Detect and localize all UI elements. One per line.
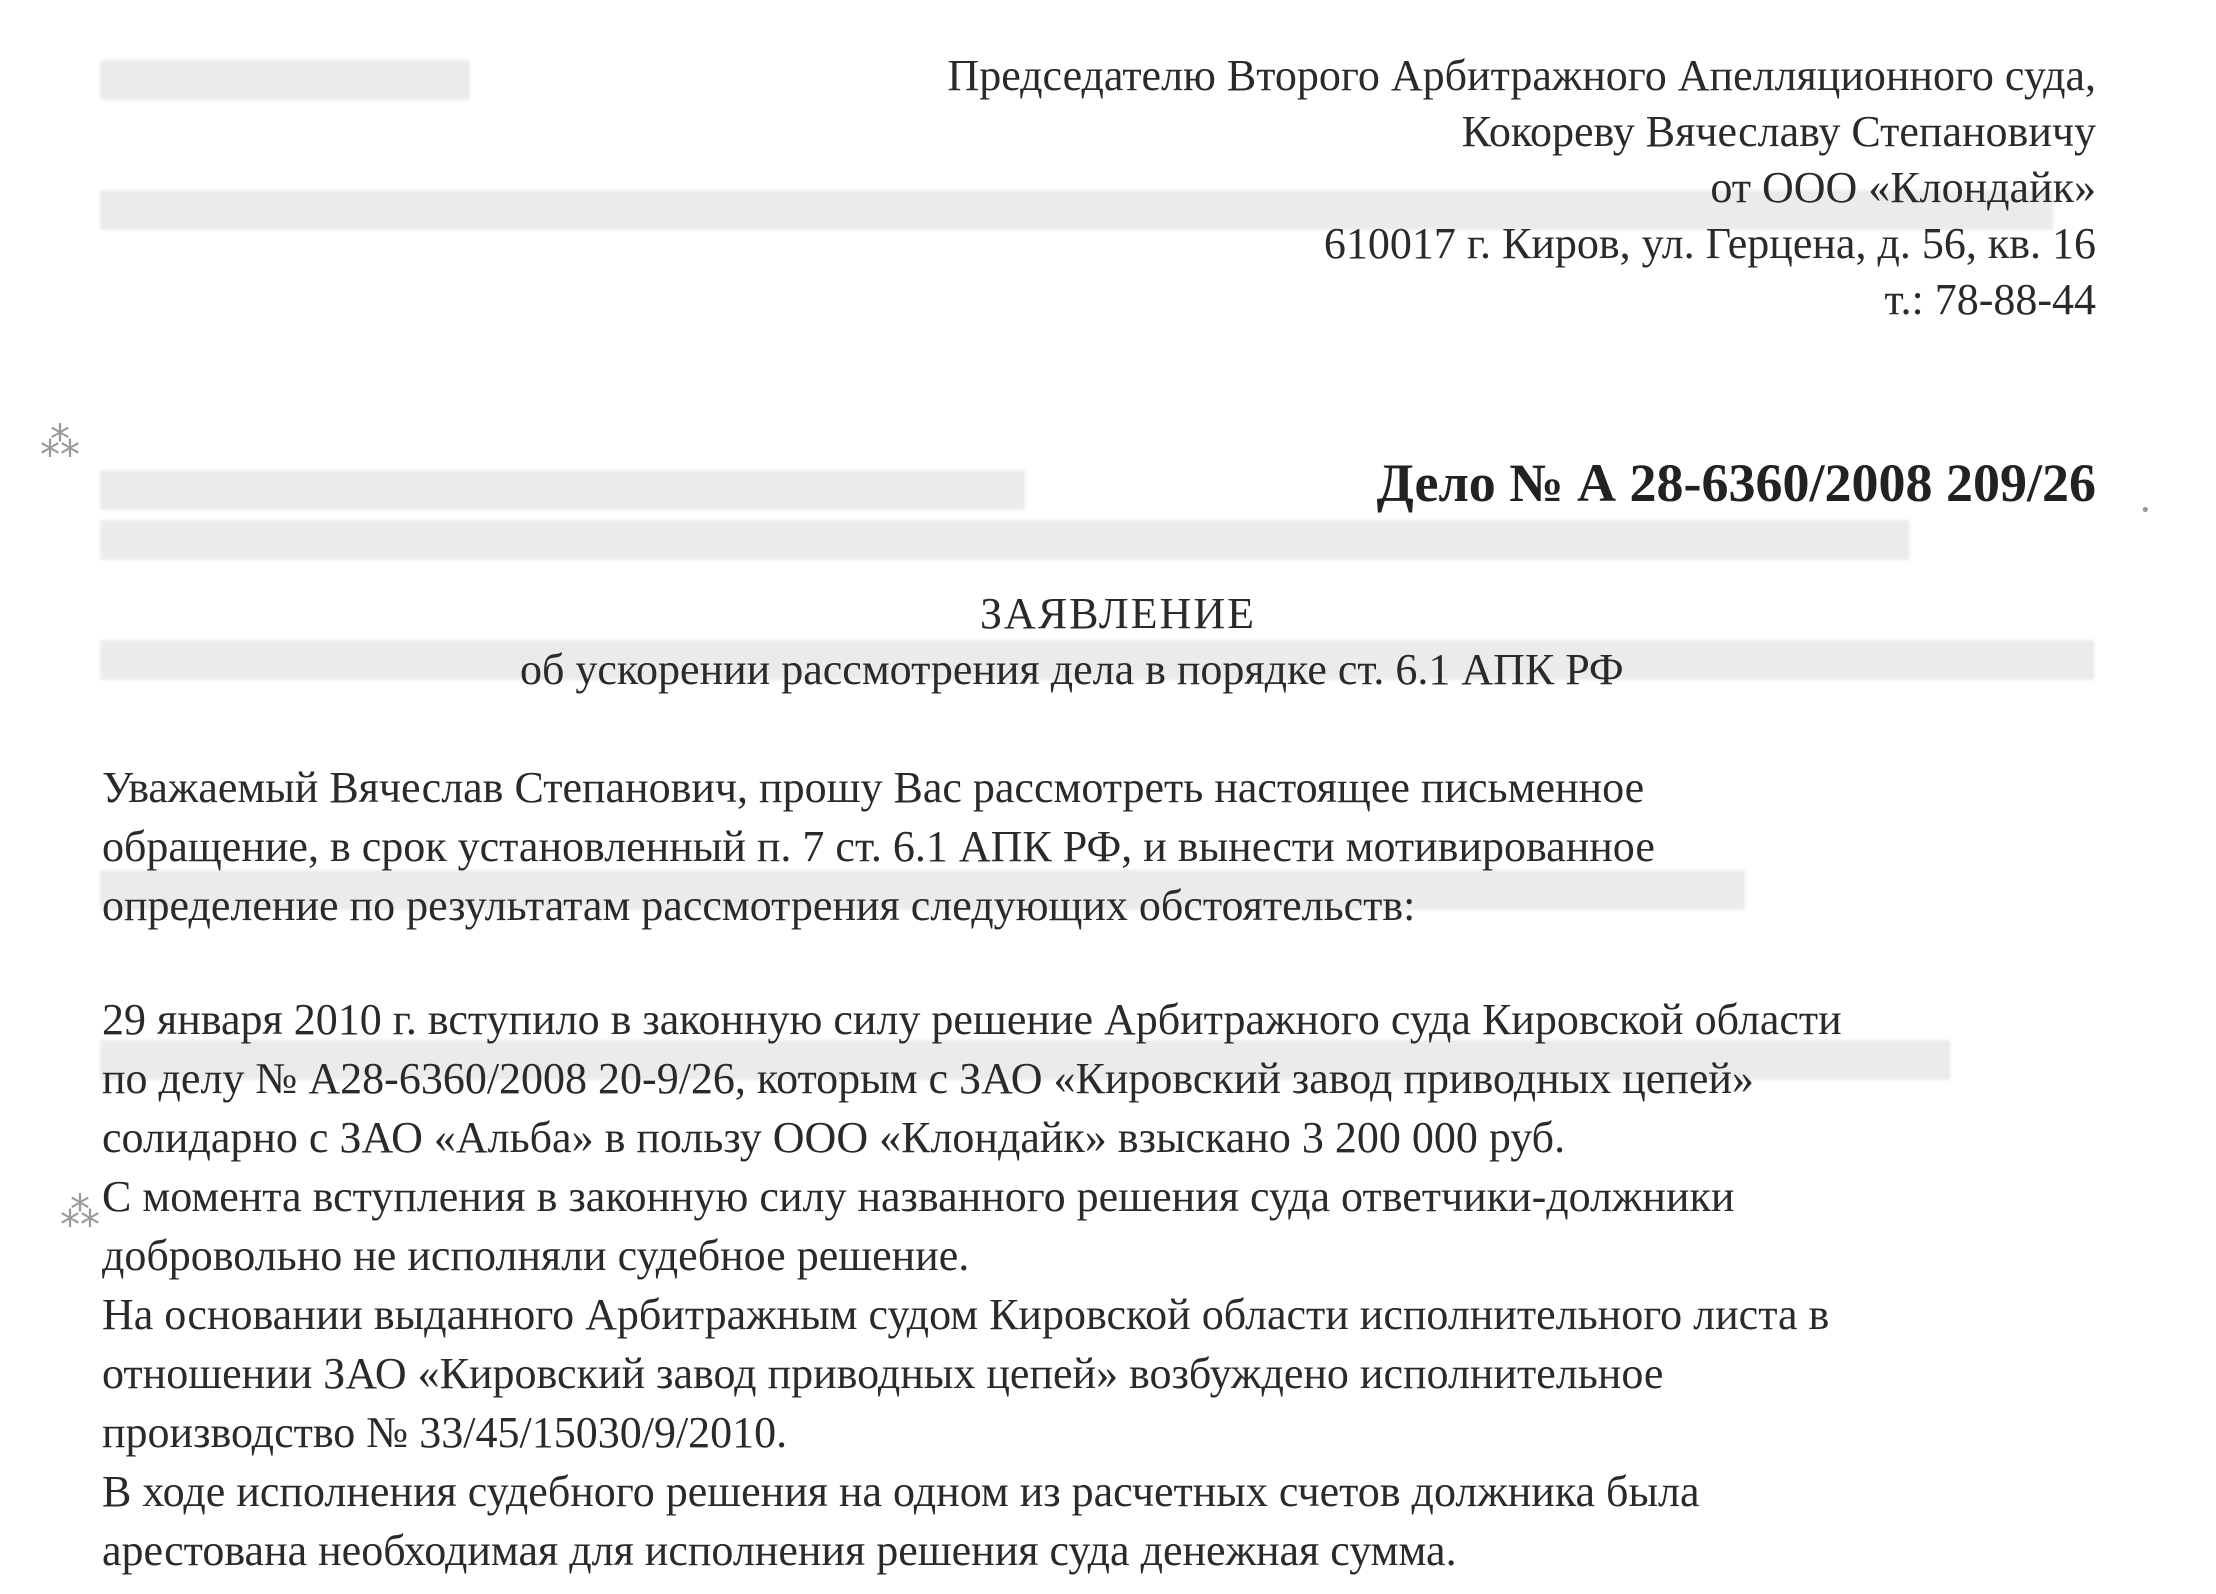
paper-speck-icon: ⁂	[60, 1190, 100, 1236]
sender-line: от ООО «Клондайк»	[1710, 163, 2096, 212]
document-title: ЗАЯВЛЕНИЕ	[980, 589, 1256, 638]
text-line: солидарно с ЗАО «Альба» в пользу ООО «Клондайк» взыскано 3 200 000 руб.	[102, 1113, 1566, 1162]
phone-line: т.: 78-88-44	[1884, 275, 2096, 324]
paragraph-request	[102, 758, 1655, 935]
bleed-through-shadow	[100, 520, 2156, 560]
text-line: добровольно не исполняли судебное решение.	[102, 1231, 970, 1280]
text-line: производство № 33/45/15030/9/2010.	[102, 1408, 788, 1457]
paper-speck-icon: ⁂	[40, 420, 80, 466]
paper-speck-icon: •	[2140, 500, 2151, 521]
text-line: Уважаемый Вячеслав Степанович, прошу Вас рассмотреть настоящее письменное	[102, 763, 1645, 812]
text-line: отношении ЗАО «Кировский завод приводных цепей» возбуждено исполнительное	[102, 1349, 1664, 1398]
recipient-line-2: Кокореву Вячеславу Степановичу	[1461, 107, 2096, 156]
text-line: обращение, в срок установленный п. 7 ст. 6.1 АПК РФ, и вынести мотивированное	[102, 822, 1655, 871]
text-line: 29 января 2010 г. вступило в законную силу решение Арбитражного суда Кировской области	[102, 995, 1842, 1044]
document-subtitle: об ускорении рассмотрения дела в порядке ст. 6.1 АПК РФ	[520, 645, 1624, 694]
text-line: С момента вступления в законную силу названного решения суда ответчики-должники	[102, 1172, 1735, 1221]
address-line: 610017 г. Киров, ул. Герцена, д. 56, кв. 16	[1323, 219, 2096, 268]
text-line: В ходе исполнения судебного решения на одном из расчетных счетов должника была	[102, 1467, 1700, 1516]
text-line: определение по результатам рассмотрения следующих обстоятельств:	[102, 881, 1416, 930]
letter-header	[947, 48, 2096, 328]
text-line: по делу № А28-6360/2008 20-9/26, которым с ЗАО «Кировский завод приводных цепей»	[102, 1054, 1754, 1103]
case-number: Дело № А 28-6360/2008 209/26	[1376, 453, 2096, 513]
paragraph-facts	[102, 990, 1842, 1580]
recipient-line-1: Председателю Второго Арбитражного Апелляционного суда,	[947, 51, 2096, 100]
text-line: арестована необходимая для исполнения решения суда денежная сумма.	[102, 1526, 1457, 1575]
text-line: На основании выданного Арбитражным судом Кировской области исполнительного листа в	[102, 1290, 1830, 1339]
